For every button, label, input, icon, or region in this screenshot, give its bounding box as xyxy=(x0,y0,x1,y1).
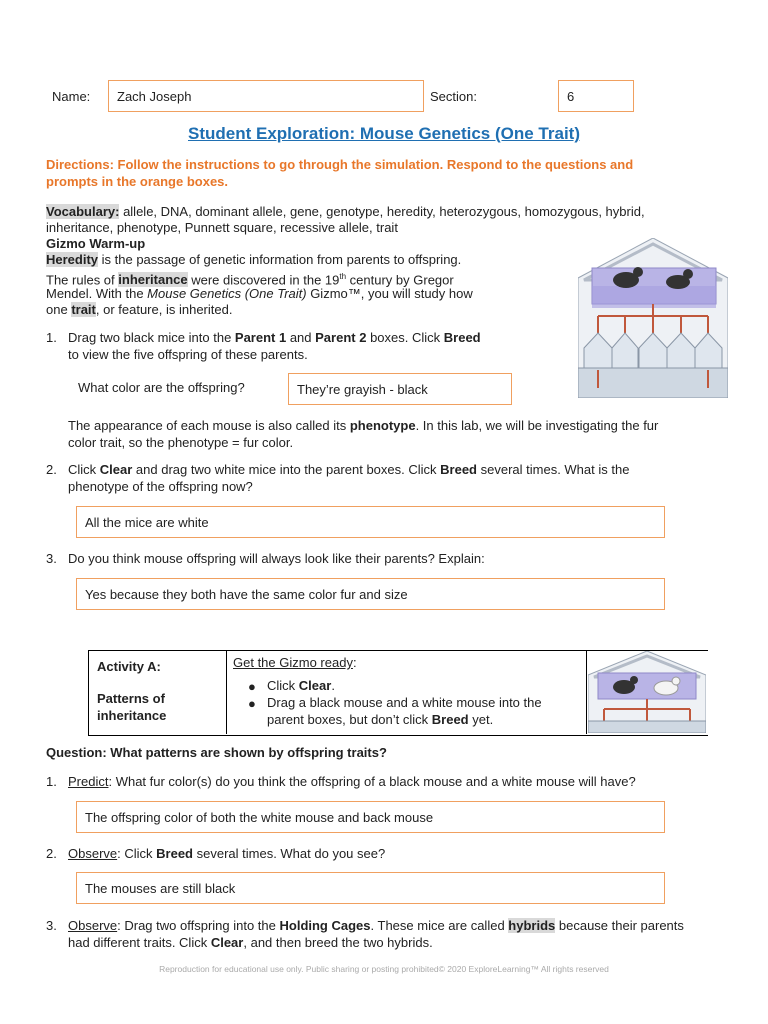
vocabulary-terms-1: allele, DNA, dominant allele, gene, genotype, heredity, heterozygous, homozygous, hybrid, xyxy=(119,204,645,219)
warmup-text-3b: Gizmo™, you will study how xyxy=(306,286,473,301)
aq3-l2-c: , and then breed the two hybrids. xyxy=(243,935,433,950)
warmup-text-3a: Mendel. With the xyxy=(46,286,148,301)
warmup-text-4b: , or feature, is inherited. xyxy=(95,302,233,317)
warmup-text-2c: century by Gregor xyxy=(346,272,454,288)
aq3-line-2 xyxy=(68,934,433,951)
phenotype-para-2: color trait, so the phenotype = fur color. xyxy=(68,435,294,450)
activity-label: Activity A: xyxy=(97,659,161,674)
q1-line-2: to view the five offspring of these parents. xyxy=(68,347,308,362)
warmup-text-4a: one xyxy=(46,302,72,317)
aq1-predict: Predict xyxy=(68,774,109,789)
q2-text-a: Click xyxy=(68,462,100,477)
hybrids-term: hybrids xyxy=(508,918,556,933)
b1-c: . xyxy=(331,678,335,693)
directions-line-2: prompts in the orange boxes. xyxy=(46,174,229,189)
b2-breed: Breed xyxy=(431,712,469,727)
vocabulary-line-2: inheritance, phenotype, Punnett square, recessive allele, trait xyxy=(46,220,398,235)
q1-text-d: boxes. Click xyxy=(366,330,444,345)
name-label: Name: xyxy=(52,89,91,104)
aq1-text: : What fur color(s) do you think the offspring of a black mouse and a white mouse will have? xyxy=(108,774,636,789)
name-field[interactable] xyxy=(108,80,424,112)
footer-copyright: Reproduction for educational use only. Public sharing or posting prohibited© 2020 ExploreLearning™ All rights reserved xyxy=(159,964,609,974)
q2-answer-box[interactable] xyxy=(76,506,665,538)
activity-subtitle-2: inheritance xyxy=(97,708,167,723)
q3-number: 3. xyxy=(46,551,57,566)
aq3-l2-a: had different traits. Click xyxy=(68,935,211,950)
aq3-line-1 xyxy=(68,917,684,934)
aq2-a: : Click xyxy=(117,846,157,861)
name-value: Zach Joseph xyxy=(117,88,192,104)
aq2-number: 2. xyxy=(46,846,57,861)
aq3-holding-cages: Holding Cages xyxy=(279,918,371,933)
warmup-heading: Gizmo Warm-up xyxy=(46,236,146,251)
q1-answer: They’re grayish - black xyxy=(297,381,428,397)
q3-answer-box[interactable] xyxy=(76,578,665,610)
activity-subtitle-1: Patterns of xyxy=(97,691,165,706)
b1-a: Click xyxy=(267,678,299,693)
warmup-sup: th xyxy=(339,272,347,281)
vocabulary-label: Vocabulary: xyxy=(46,204,120,219)
page-title: Student Exploration: Mouse Genetics (One Trait) xyxy=(188,124,580,143)
aq2-breed: Breed xyxy=(156,846,193,861)
aq3-d: because their parents xyxy=(555,918,684,933)
q1-text-c: and xyxy=(286,330,316,345)
trait-term: trait xyxy=(71,302,96,317)
aq1-line xyxy=(68,773,636,790)
gizmo-ready xyxy=(233,655,357,670)
q3-line-1: Do you think mouse offspring will always look like their parents? Explain: xyxy=(68,551,485,566)
aq1-answer: The offspring color of both the white mouse and back mouse xyxy=(85,809,434,825)
aq1-answer-box[interactable] xyxy=(76,801,665,833)
warmup-text-2a: The rules of xyxy=(46,272,119,288)
q1-breed: Breed xyxy=(443,330,481,345)
b2-a: parent boxes, but don’t click xyxy=(267,712,432,727)
aq3-number: 3. xyxy=(46,918,57,933)
bullet-2-line-2 xyxy=(267,712,493,727)
question-heading: Question: What patterns are shown by offspring traits? xyxy=(46,745,387,760)
inheritance-term: inheritance xyxy=(118,272,188,288)
bullet-1 xyxy=(267,678,335,693)
q2-number: 2. xyxy=(46,462,57,477)
warmup-line-3 xyxy=(46,285,566,302)
q1-line-1 xyxy=(68,329,481,346)
pheno-text-a: The appearance of each mouse is also called its xyxy=(68,418,350,433)
q2-text-d: several times. What is the xyxy=(477,462,630,477)
section-value: 6 xyxy=(567,88,575,104)
q2-line-1 xyxy=(68,461,629,478)
warmup-line-1 xyxy=(46,251,566,268)
q1-parent1: Parent 1 xyxy=(234,330,287,345)
q1-parent2: Parent 2 xyxy=(315,330,367,345)
aq3-observe: Observe xyxy=(68,918,118,933)
warmup-text-2b: were discovered in the 19 xyxy=(187,272,340,288)
phenotype-term: phenotype xyxy=(349,418,416,433)
section-label: Section: xyxy=(430,89,477,104)
aq2-line xyxy=(68,845,385,862)
gizmo-parent-illustration xyxy=(588,651,706,733)
bullet-1-marker: ● xyxy=(248,679,256,694)
aq3-c: . These mice are called xyxy=(370,918,509,933)
activity-divider xyxy=(226,650,227,734)
bullet-2-marker: ● xyxy=(248,696,256,711)
aq2-c: several times. What do you see? xyxy=(193,846,386,861)
warmup-text-1: is the passage of genetic information from parents to offspring. xyxy=(98,252,462,267)
aq2-observe: Observe xyxy=(68,846,118,861)
gizmo-ready-colon: : xyxy=(352,655,357,670)
gizmo-name: Mouse Genetics (One Trait) xyxy=(147,286,307,301)
aq3-a: : Drag two offspring into the xyxy=(117,918,280,933)
gizmo-ready-text: Get the Gizmo ready xyxy=(233,655,353,670)
section-field[interactable] xyxy=(558,80,634,112)
aq3-clear: Clear xyxy=(210,935,244,950)
b2-c: yet. xyxy=(468,712,494,727)
pheno-text-c: . In this lab, we will be investigating the fur xyxy=(415,418,659,433)
gizmo-breeding-illustration xyxy=(578,238,728,398)
q2-clear: Clear xyxy=(99,462,133,477)
activity-divider-2 xyxy=(586,650,587,734)
vocabulary-line-1 xyxy=(46,203,716,220)
q1-number: 1. xyxy=(46,330,57,345)
aq2-answer-box[interactable] xyxy=(76,872,665,904)
heredity-term: Heredity xyxy=(46,252,99,267)
q2-breed: Breed xyxy=(440,462,477,477)
b1-clear: Clear xyxy=(298,678,332,693)
phenotype-para-1 xyxy=(68,417,658,434)
q1-answer-box[interactable] xyxy=(288,373,512,405)
directions-line-1: Directions: Follow the instructions to go through the simulation. Respond to the questions and xyxy=(46,157,634,172)
q1-prompt: What color are the offspring? xyxy=(78,380,245,395)
warmup-line-4 xyxy=(46,301,566,318)
aq2-answer: The mouses are still black xyxy=(85,880,236,896)
q2-line-2: phenotype of the offspring now? xyxy=(68,479,253,494)
q1-text-a: Drag two black mice into the xyxy=(68,330,235,345)
q2-text-c: and drag two white mice into the parent boxes. Click xyxy=(132,462,441,477)
aq1-number: 1. xyxy=(46,774,57,789)
q2-answer: All the mice are white xyxy=(85,514,209,530)
q3-answer: Yes because they both have the same color fur and size xyxy=(85,586,408,602)
bullet-2-line-1: Drag a black mouse and a white mouse into the xyxy=(267,695,542,710)
